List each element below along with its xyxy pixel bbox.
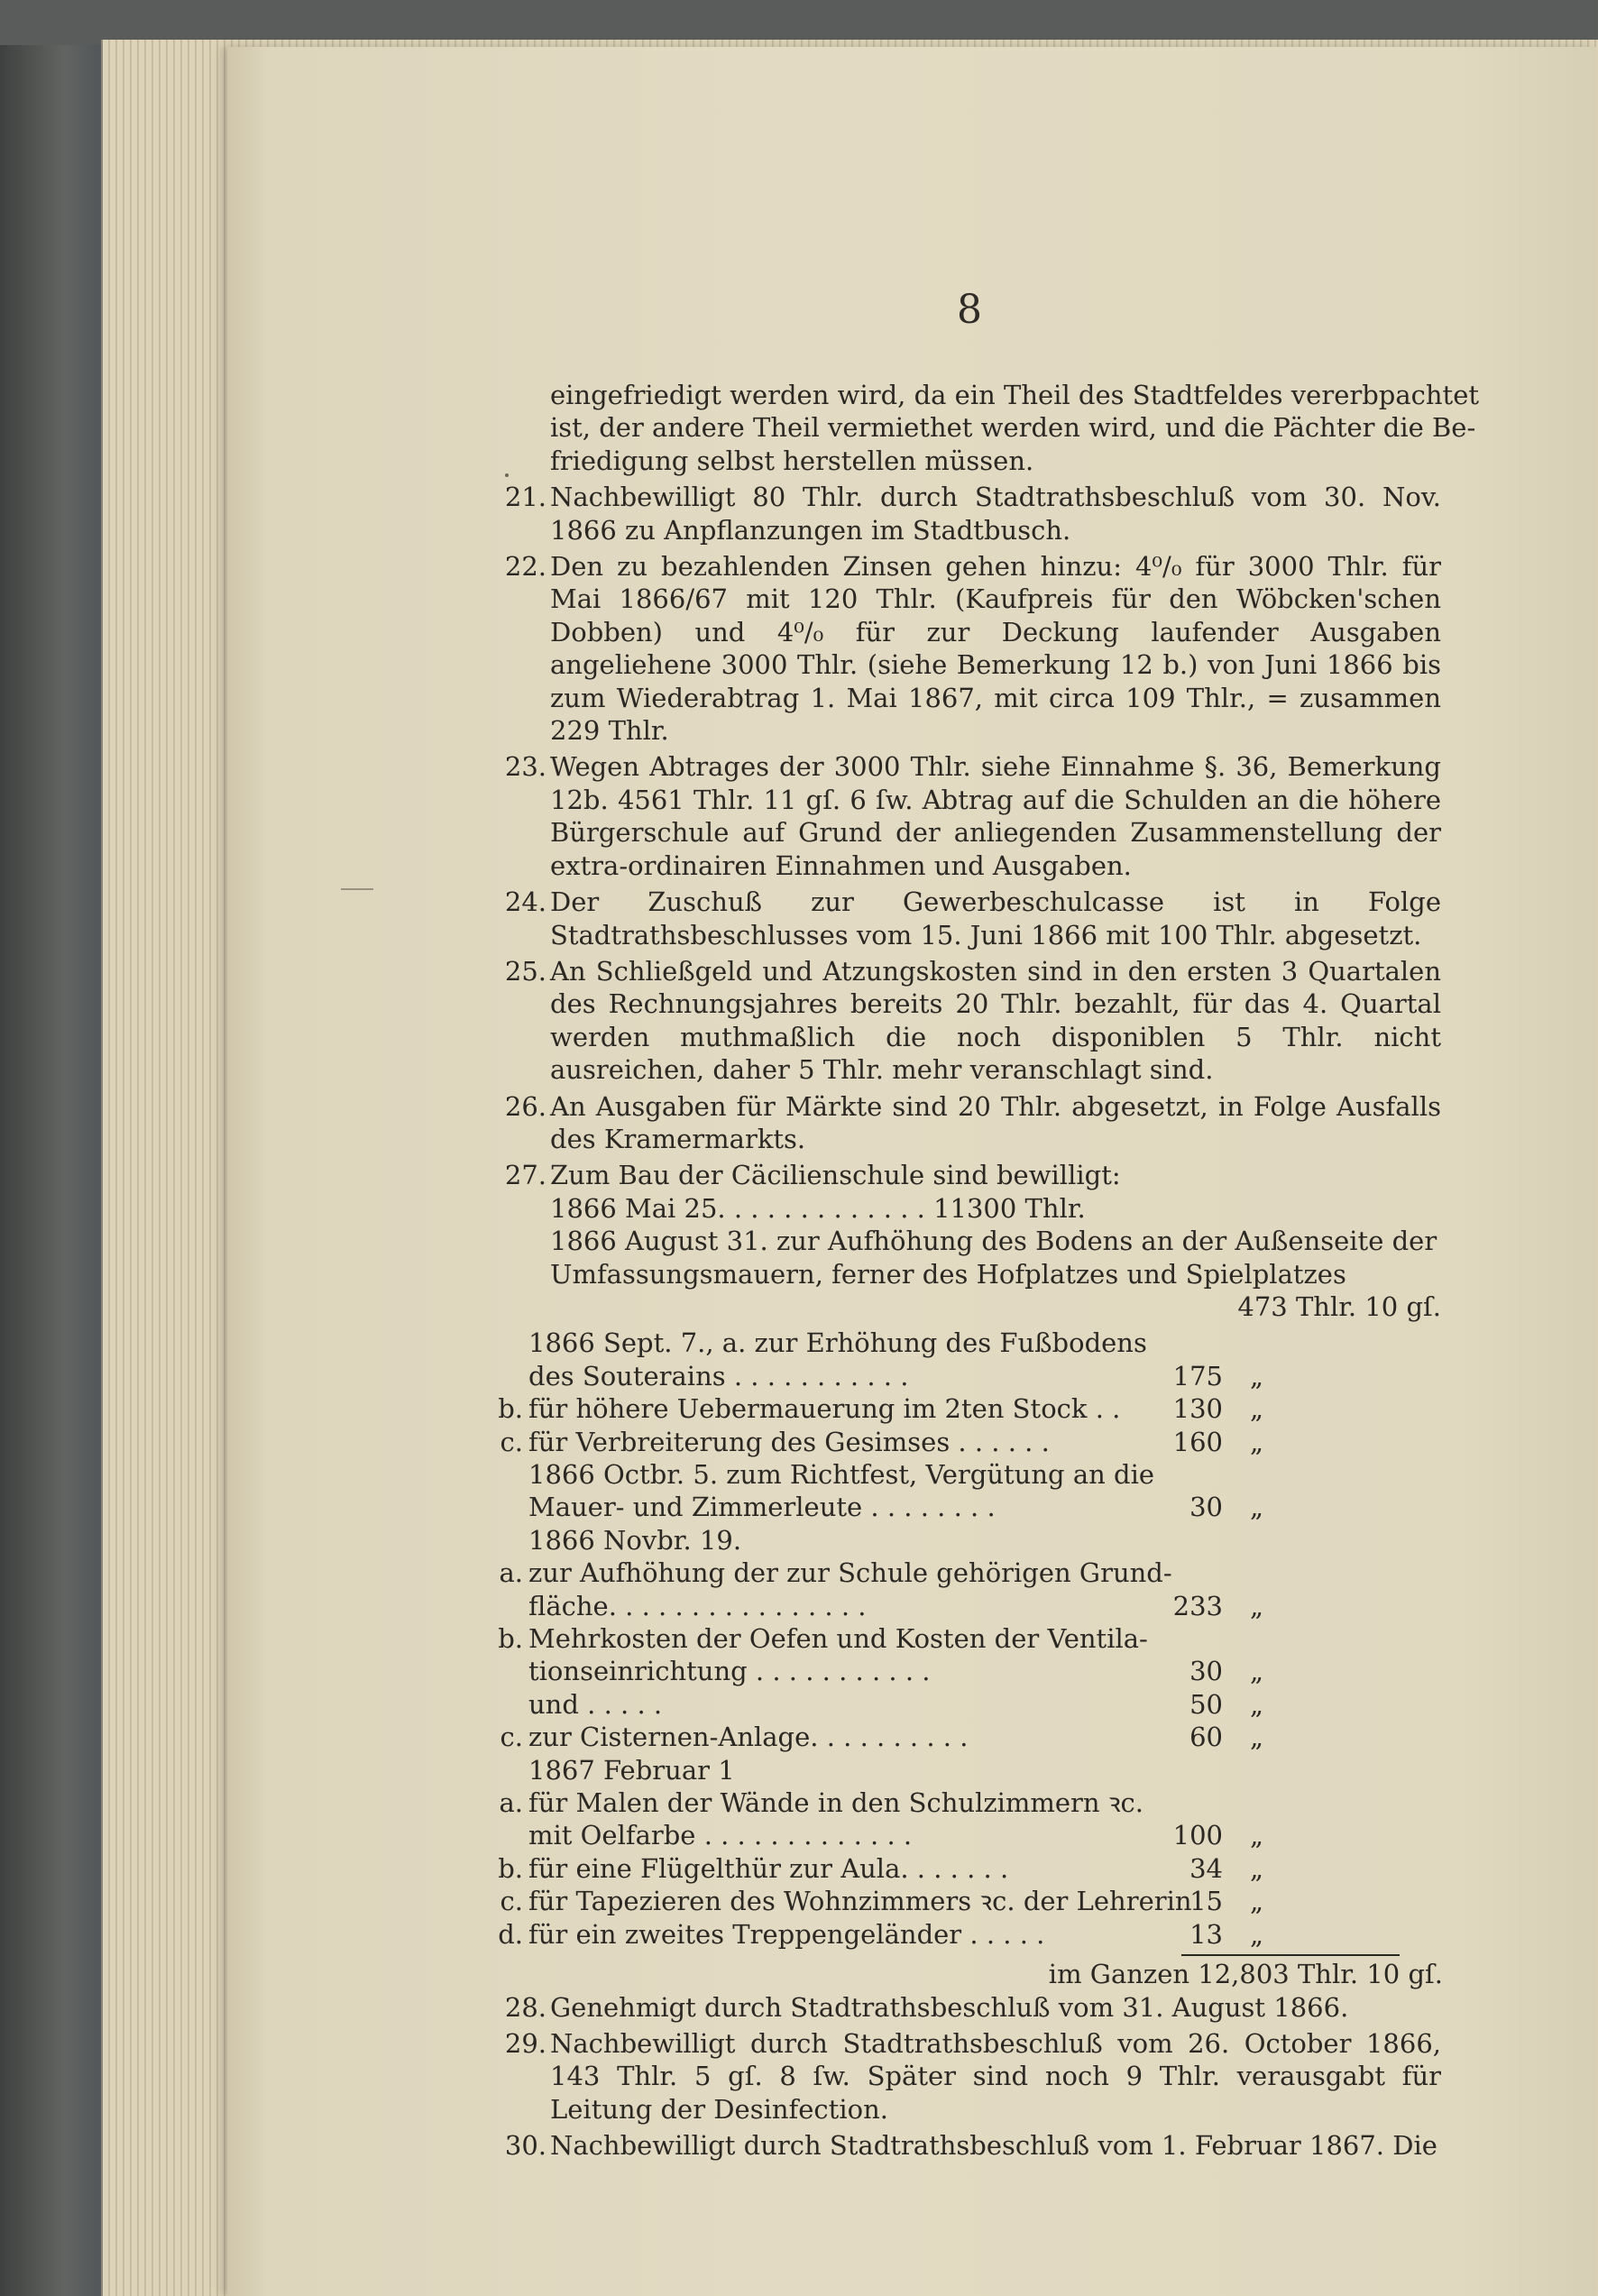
cost-row-description: 1866 Novbr. 19.	[528, 1524, 742, 1556]
cost-row-unit: „	[1250, 1886, 1264, 1917]
item-number: 24.	[504, 886, 546, 918]
cost-row-unit: „	[1250, 1590, 1264, 1621]
item-number: 28.	[504, 1991, 546, 2023]
cost-row-description: für ein zweites Treppengeländer . . . . .	[528, 1918, 1045, 1950]
cost-row-label: c.	[500, 1426, 523, 1457]
cost-row	[494, 1524, 1441, 1557]
cost-row-description: fläche. . . . . . . . . . . . . . . .	[528, 1590, 867, 1621]
item-25	[494, 955, 1441, 1087]
cost-row-amount: 160	[1172, 1426, 1223, 1457]
intro-line: eingefriedigt werden wird, da ein Theil des Stadtfeldes vererbpachtet	[550, 380, 1480, 410]
cost-row-description: Mehrkosten der Oefen und Kosten der Ventila-	[528, 1623, 1148, 1655]
cost-row-description: zur Cisternen-Anlage. . . . . . . . . .	[528, 1722, 969, 1753]
cost-row	[494, 1327, 1441, 1359]
item-text: An Ausgaben für Märkte sind 20 Thlr. abgesetzt, in Folge Ausfalls des Kramermarkts.	[550, 1090, 1441, 1154]
cost-row	[494, 1557, 1441, 1589]
item-30	[494, 2129, 1441, 2162]
cost-row-amount: 50	[1189, 1688, 1223, 1720]
cost-row-description: mit Oelfarbe . . . . . . . . . . . . .	[528, 1820, 913, 1851]
cost-row-amount: 30	[1189, 1492, 1223, 1523]
cost-row	[494, 1819, 1441, 1851]
cost-row-unit: „	[1250, 1492, 1264, 1523]
cost-row-unit: „	[1250, 1688, 1264, 1720]
item-27-heading: Zum Bau der Cäcilienschule sind bewilligt:	[550, 1160, 1121, 1191]
item-text: Wegen Abtrages der 3000 Thlr. siehe Einnahme §. 36, Bemerkung 12b. 4561 Thlr. 11 gſ. 6 ſw. Abtrag auf die Schulden an die höhere Bürgerschule auf Grund der anliegenden Zusammenstellung der extra-ordinairen Einnahmen und Ausgaben.	[550, 751, 1441, 881]
cost-row-amount: 13	[1189, 1918, 1223, 1950]
cost-row-amount: 175	[1172, 1360, 1223, 1391]
item-26	[494, 1090, 1441, 1156]
item-27-line: 1866 August 31. zur Aufhöhung des Bodens an der Außenseite der	[550, 1226, 1437, 1257]
cost-row	[494, 1622, 1441, 1655]
cost-row-label: d.	[498, 1918, 523, 1950]
cost-row	[494, 1885, 1441, 1917]
cost-row-label: b.	[498, 1393, 523, 1425]
item-24	[494, 886, 1441, 951]
cost-row	[494, 1688, 1441, 1721]
cost-row	[494, 1491, 1441, 1523]
cost-row-description: für eine Flügelthür zur Aula. . . . . . .	[528, 1852, 1009, 1884]
cost-row-description: des Souterains . . . . . . . . . . .	[528, 1360, 909, 1391]
cost-row-unit: „	[1250, 1393, 1264, 1425]
item-27-amount: 473 Thlr. 10 gſ.	[1237, 1290, 1441, 1322]
item-number: 21.	[504, 482, 546, 513]
cost-row	[494, 1918, 1441, 1951]
item-text: Den zu bezahlenden Zinsen gehen hinzu: 4⁰/₀ für 3000 Thlr. für Mai 1866/67 mit 120 Thlr. (Kaufpreis für den Wöbcken'schen Dobben) und 4⁰/₀ für zur Deckung laufender Ausgaben angeliehene 3000 Thlr. (siehe Bemerkung 12 b.) von Juni 1866 bis zum Wiederabtrag 1. Mai 1867, mit circa 109 Thlr., = zusammen 229 Thlr.	[550, 551, 1441, 747]
cost-row-unit: „	[1250, 1918, 1264, 1950]
cost-row-description: und . . . . .	[528, 1688, 663, 1720]
cost-row-label: a.	[499, 1557, 523, 1589]
cost-row	[494, 1655, 1441, 1687]
cost-row-description: für Tapezieren des Wohnzimmers ꝛc. der Lehrerin	[528, 1886, 1192, 1917]
cost-row-label: b.	[498, 1852, 523, 1884]
cost-row-unit: „	[1250, 1656, 1264, 1687]
item-number: 29.	[504, 2027, 546, 2059]
cost-row-amount: 233	[1172, 1590, 1223, 1621]
cost-row-amount: 60	[1189, 1722, 1223, 1753]
cost-row	[494, 1458, 1441, 1491]
cost-row	[494, 1392, 1441, 1425]
intro-line: friedigung selbst herstellen müssen.	[550, 445, 1034, 476]
item-21	[494, 481, 1441, 546]
item-text: An Schließgeld und Atzungskosten sind in den ersten 3 Quartalen des Rechnungsjahres bereits 20 Thlr. bezahlt, für das 4. Quartal werden muthmaßlich die noch disponiblen 5 Thlr. nicht ausreichen, daher 5 Thlr. mehr veranschlagt sind.	[550, 955, 1441, 1086]
cost-row-unit: „	[1250, 1820, 1264, 1851]
cost-row-label: c.	[500, 1722, 523, 1753]
cost-row-unit: „	[1250, 1722, 1264, 1753]
cost-row-unit: „	[1250, 1360, 1264, 1391]
margin-mark	[341, 888, 373, 890]
cost-row	[494, 1852, 1441, 1885]
item-27-line: 1866 Mai 25. . . . . . . . . . . . . 11300 Thlr.	[550, 1192, 1086, 1224]
item-27-total: im Ganzen 12,803 Thlr. 10 gſ.	[1048, 1959, 1443, 1990]
cost-row	[494, 1721, 1441, 1753]
item-number: 22.	[504, 551, 546, 583]
cost-row-label: b.	[498, 1623, 523, 1655]
intro-paragraph	[494, 379, 1480, 477]
cost-row-description: 1866 Octbr. 5. zum Richtfest, Vergütung an die	[528, 1459, 1155, 1490]
item-text: Genehmigt durch Stadtrathsbeschluß vom 31. August 1866.	[550, 1991, 1349, 2023]
item-27-line: Umfassungsmauern, ferner des Hofplatzes und Spielplatzes	[550, 1258, 1346, 1290]
cost-row-description: 1866 Sept. 7., a. zur Erhöhung des Fußbodens	[528, 1327, 1147, 1359]
cost-row-description: 1867 Februar 1	[528, 1754, 735, 1786]
item-number: 25.	[504, 955, 546, 987]
cost-row-unit: „	[1250, 1426, 1264, 1457]
cost-row-amount: 34	[1189, 1852, 1223, 1884]
cost-row-amount: 15	[1189, 1886, 1223, 1917]
item-text: Nachbewilligt durch Stadtrathsbeschluß vom 26. October 1866, 143 Thlr. 5 gſ. 8 ſw. Später sind noch 9 Thlr. verausgabt für Leitung der Desinfection.	[550, 2027, 1441, 2125]
cost-row	[494, 1360, 1441, 1392]
cost-row-description: für höhere Uebermauerung im 2ten Stock . .	[528, 1393, 1121, 1425]
cost-row-description: zur Aufhöhung der zur Schule gehörigen Grund-	[528, 1557, 1172, 1589]
cost-row-amount: 130	[1172, 1393, 1223, 1425]
item-text: Nachbewilligt durch Stadtrathsbeschluß vom 1. Februar 1867. Die	[550, 2130, 1437, 2162]
cost-row-description: tionseinrichtung . . . . . . . . . . .	[528, 1656, 931, 1687]
item-27	[494, 1159, 1441, 1323]
page-number: 8	[957, 287, 982, 333]
cost-row	[494, 1786, 1441, 1819]
cost-row-description: Mauer- und Zimmerleute . . . . . . . .	[528, 1492, 996, 1523]
cost-row	[494, 1590, 1441, 1622]
cost-breakdown	[494, 1327, 1441, 1951]
item-29	[494, 2027, 1441, 2126]
item-22	[494, 550, 1441, 747]
item-23	[494, 750, 1441, 882]
cost-row-label: a.	[499, 1787, 523, 1819]
item-28	[494, 1991, 1441, 2024]
intro-line: ist, der andere Theil vermiethet werden wird, und die Pächter die Be-	[550, 412, 1476, 444]
book-cover-top-edge	[0, 0, 1596, 45]
cost-row-description: für Verbreiterung des Gesimses . . . . . .	[528, 1426, 1050, 1457]
cost-row-amount: 100	[1172, 1820, 1223, 1851]
cost-row-description: für Malen der Wände in den Schulzimmern ꝛc.	[528, 1787, 1144, 1819]
page-text	[494, 379, 1480, 2166]
item-number: 27.	[504, 1160, 546, 1191]
cost-row-label: c.	[500, 1886, 523, 1917]
item-number: 30.	[504, 2130, 546, 2162]
item-text: Nachbewilligt 80 Thlr. durch Stadtrathsbeschluß vom 30. Nov. 1866 zu Anpflanzungen im Stadtbusch.	[550, 482, 1441, 546]
cost-row	[494, 1754, 1441, 1786]
cost-row-amount: 30	[1189, 1656, 1223, 1687]
cost-row	[494, 1426, 1441, 1458]
item-number: 26.	[504, 1090, 546, 1122]
cost-row-unit: „	[1250, 1852, 1264, 1884]
item-text: Der Zuschuß zur Gewerbeschulcasse ist in Folge Stadtrathsbeschlusses vom 15. Juni 1866 mit 100 Thlr. abgesetzt.	[550, 886, 1441, 951]
item-number: 23.	[504, 751, 546, 783]
